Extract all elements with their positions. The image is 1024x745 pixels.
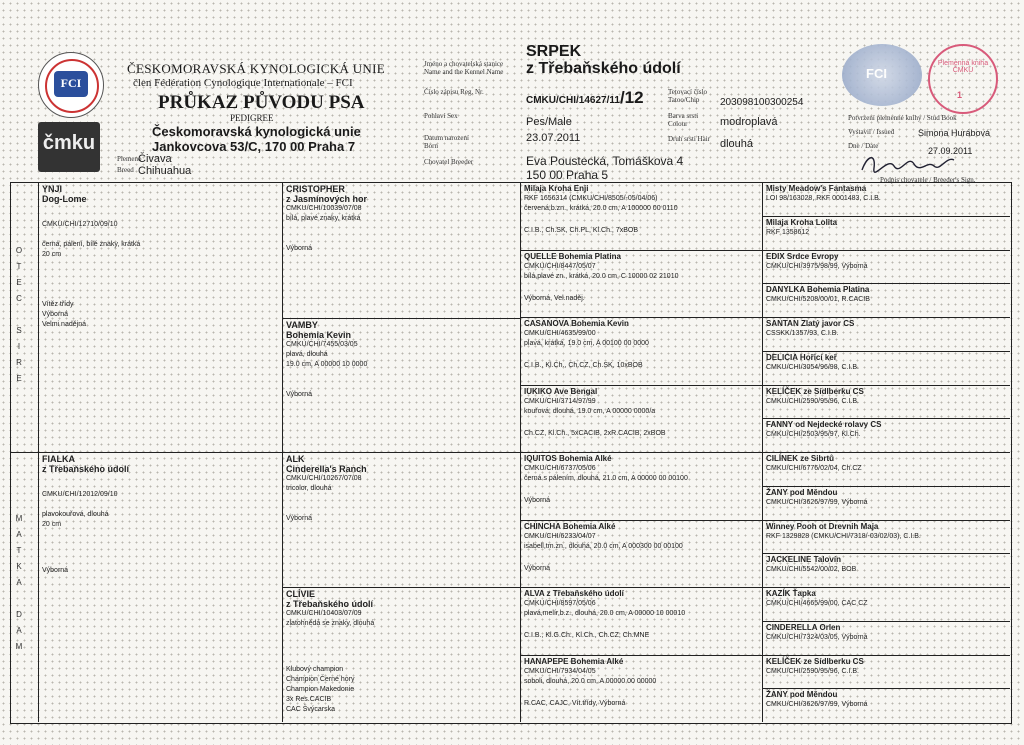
- ancestor-note: Výborná: [286, 245, 313, 252]
- gen3-divider: [520, 655, 762, 656]
- union-address-line1: Českomoravská kynologická unie: [152, 124, 361, 139]
- ancestor-titles: Výborná, Vel.naděj.: [524, 294, 585, 302]
- dog-name: SRPEK: [526, 43, 582, 60]
- ancestor-note: Výborná: [286, 391, 313, 398]
- gen4-divider: [762, 317, 1010, 318]
- ancestor-titles: Výborná: [524, 564, 551, 572]
- ancestor-kennel: Bohemia Kevin: [286, 330, 352, 340]
- ancestor-desc2: 19.0 cm, A 00000 10 0000: [286, 361, 368, 368]
- ancestor-reg: CMKU/CHI/7934/04/05: [524, 667, 596, 675]
- ancestor-name: HANAPEPE Bohemia Alké: [524, 656, 624, 666]
- ancestor-note: 3x Res.CACIB: [286, 696, 332, 703]
- gen4-divider: [762, 216, 1010, 217]
- breeder-signature: [858, 150, 958, 176]
- ancestor-reg: CMKU/CHI/6737/05/06: [524, 465, 596, 472]
- ancestor-name: YNJI: [42, 184, 63, 194]
- hologram: [842, 44, 922, 106]
- gen4-divider: [762, 486, 1010, 487]
- hologram-text: FCI: [866, 66, 887, 81]
- ancestor-name: CHINCHA Bohemia Alké: [524, 521, 616, 531]
- side-letter: K: [16, 562, 22, 571]
- side-letter: M: [15, 642, 23, 651]
- ancestor-desc: soboli, dlouhá, 20.0 cm, A 00000 00 00000: [524, 677, 657, 685]
- side-letter: R: [16, 358, 22, 367]
- gen2-ancestor: [286, 320, 516, 450]
- gen3-divider: [520, 452, 762, 453]
- side-letter: D: [16, 610, 22, 619]
- stud-book-stamp: [928, 44, 998, 114]
- ancestor-reg: CMKU/CHI/3714/97/99: [524, 397, 596, 405]
- ancestor-reg: CMKU/CHI/12710/09/10: [42, 221, 118, 228]
- union-address-line2: Jankovcova 53/C, 170 00 Praha 7: [152, 139, 356, 154]
- ancestor-note: Výborná: [42, 567, 69, 574]
- gen4-divider: [762, 452, 1010, 453]
- stamp-number: 1: [957, 90, 963, 100]
- gen3-ancestor: [524, 319, 760, 383]
- ancestor-name: ALVA z Třebaňského údolí: [524, 589, 624, 598]
- side-letter: T: [16, 546, 22, 555]
- label-breeder: Chovatel Breeder: [424, 158, 474, 166]
- ancestor-name: CINDERELLA Orlen: [766, 622, 841, 632]
- dog-sex: Pes/Male: [526, 116, 572, 128]
- stamp-text: Plemenná kniha ČMKU: [937, 60, 989, 74]
- gen3-divider: [520, 250, 762, 251]
- ancestor-note: Velmi nadějná: [42, 321, 86, 328]
- cmku-logo-text: čmku: [42, 132, 96, 154]
- gen3-divider: [520, 317, 762, 318]
- ancestor-note: Výborná: [286, 515, 313, 522]
- label-tattoo: Tetovací číslo Tatoo/Chip: [668, 88, 707, 104]
- label-name-kennel: Jméno a chovatelská stanice Name and the Kennel Name: [424, 60, 504, 76]
- ancestor-titles: C.I.B., Ch.SK, Ch.PL, Kl.Ch., 7xBOB: [524, 227, 638, 234]
- ancestor-desc: černá, pálení, bílé znaky, krátká: [42, 241, 141, 248]
- ancestor-name: KELÍČEK ze Sídlberku CS: [766, 386, 864, 396]
- gen4-ancestor: [766, 252, 1006, 283]
- gen4-divider: [762, 520, 1010, 521]
- gen4-ancestor: [766, 387, 1006, 418]
- ancestor-size: 20 cm: [42, 521, 62, 528]
- side-letter: M: [15, 514, 23, 523]
- ancestor-name: FANNY od Nejdecké rolavy CS: [766, 420, 882, 430]
- gen4-ancestor: [766, 285, 1006, 316]
- label-issued: Vystavil / Issued: [848, 128, 895, 136]
- ancestor-desc: plavokouřová, dlouhá: [42, 511, 109, 518]
- side-letter: E: [16, 374, 22, 383]
- ancestor-note: Klubový champion: [286, 666, 344, 673]
- gen4-ancestor: [766, 420, 1006, 451]
- ancestor-line: CMKU/CHI/7324/03/05, Výborná: [766, 633, 868, 641]
- side-letter: C: [16, 294, 22, 303]
- ancestor-line: CMKU/CHI/2503/95/97, Kl.Ch.: [766, 431, 861, 439]
- side-letter: A: [16, 626, 22, 635]
- union-title: ČESKOMORAVSKÁ KYNOLOGICKÁ UNIE: [127, 61, 385, 76]
- ancestor-note: Champion Černé hory: [286, 676, 355, 683]
- ancestor-kennel: z Třebaňského údolí: [42, 464, 130, 474]
- side-letter: A: [16, 530, 22, 539]
- ancestor-desc: zlatohnědá se znaky, dlouhá: [286, 620, 375, 627]
- breed-en: Chihuahua: [138, 165, 192, 177]
- ancestor-name: FIALKA: [42, 454, 75, 464]
- side-letter: I: [17, 342, 21, 351]
- ancestor-line: CMKU/CHI/3054/96/98, C.I.B.: [766, 363, 859, 371]
- gen4-divider: [762, 351, 1010, 352]
- document-subtitle: PEDIGREE: [230, 113, 274, 123]
- gen4-ancestor: [766, 488, 1006, 519]
- ancestor-desc: isabell,tm.zn., dlouhá, 20.0 cm, A 000300 00 00100: [524, 542, 683, 550]
- gen4-divider: [762, 688, 1010, 689]
- ancestor-note: Champion Makedonie: [286, 686, 355, 693]
- ancestor-reg: RKF 1656314 (CMKU/CHI/8505/-05/04/06): [524, 195, 658, 202]
- gen3-ancestor: [524, 184, 760, 248]
- ancestor-reg: CMKU/CHI/4635/99/00: [524, 330, 596, 337]
- ancestor-titles: R.CAC, CAJC, Vít.třídy, Výborná: [524, 699, 626, 707]
- gen2-ancestor: [286, 589, 516, 719]
- label-stud-book: Potvrzení plemenné knihy / Stud Book: [848, 114, 957, 122]
- gen4-divider: [762, 250, 1010, 251]
- ancestor-name: CILÍNEK ze Sibrtů: [766, 454, 835, 463]
- dog-kennel: z Třebaňského údolí: [526, 60, 681, 77]
- gen4-ancestor: [766, 184, 1006, 215]
- gen3-ancestor: [524, 387, 760, 451]
- ancestor-line: CMKU/CHI/3626/97/99, Výborná: [766, 498, 868, 506]
- ancestor-name: CASANOVA Bohemia Kevin: [524, 319, 629, 328]
- ancestor-name: VAMBY: [286, 320, 318, 330]
- ancestor-notes: [286, 390, 516, 400]
- issue-date: 27.09.2011: [928, 146, 973, 156]
- gen3-ancestor: [524, 657, 760, 721]
- side-letter: E: [16, 278, 22, 287]
- ancestor-titles: Výborná: [524, 497, 551, 504]
- ancestor-name: ALK: [286, 454, 305, 464]
- side-letter: T: [16, 262, 22, 271]
- gen4-ancestor: [766, 657, 1006, 688]
- union-subtitle: člen Fédération Cynologique Internationale – FCI: [133, 77, 353, 89]
- ancestor-name: Milaja Kroha Lolita: [766, 217, 838, 227]
- gen4-ancestor: [766, 218, 1006, 249]
- breed-label-en: Breed: [117, 166, 134, 174]
- ancestor-name: DELICIA Hořicí keř: [766, 352, 837, 362]
- ancestor-name: CLÍVIE: [286, 589, 316, 599]
- ancestor-line: CMKU/CHI/3626/97/99, Výborná: [766, 701, 868, 709]
- ancestor-name: EDIX Srdce Evropy: [766, 251, 839, 261]
- gen4-divider: [762, 655, 1010, 656]
- ancestor-line: CMKU/CHI/2590/95/96, C.I.B.: [766, 667, 859, 675]
- ancestor-desc: tricolor, dlouhá: [286, 485, 332, 492]
- ancestor-titles: C.I.B., Kl.Ch., Ch.CZ, Ch.SK, 10xBOB: [524, 362, 643, 369]
- label-colour: Barva srsti Colour: [668, 112, 699, 128]
- ancestor-notes: [286, 665, 516, 715]
- ancestor-kennel: z Třebaňského údolí: [286, 599, 374, 609]
- ancestor-reg: CMKU/CHI/7455/03/05: [286, 341, 358, 348]
- ancestor-titles: C.I.B., Kl.G.Ch., Kl.Ch., Ch.CZ, Ch.MNE: [524, 632, 650, 639]
- gen4-ancestor: [766, 589, 1006, 620]
- gen4-divider: [762, 283, 1010, 284]
- ancestor-name: ŽANY pod Měndou: [766, 487, 838, 497]
- breed-cz: Čivava: [138, 153, 172, 165]
- label-date: Dne / Date: [848, 142, 879, 150]
- gen3-divider: [520, 520, 762, 521]
- label-sex: Pohlaví Sex: [424, 112, 458, 120]
- gen3-ancestor: [524, 522, 760, 586]
- side-letter: O: [15, 246, 23, 255]
- gen4-ancestor: [766, 319, 1006, 350]
- ancestor-line: RKF 1358612: [766, 228, 810, 236]
- issued-by: Simona Hurábová: [918, 128, 991, 138]
- ancestor-kennel: Dog-Lome: [42, 194, 87, 204]
- ancestor-name: KELÍČEK ze Sídlberku CS: [766, 656, 864, 666]
- dog-reg-number: CMKU/CHI/14627/11: [526, 95, 620, 106]
- gen1-ancestor: [42, 454, 278, 718]
- gen3-divider: [520, 587, 762, 588]
- gen3-ancestor: [524, 454, 760, 518]
- ancestor-name: JACKELINE Talovín: [766, 555, 841, 565]
- gen4-ancestor: [766, 690, 1006, 721]
- ancestor-name: ŽANY pod Měndou: [766, 690, 838, 700]
- dog-breeder-line2: 150 00 Praha 5: [526, 168, 609, 182]
- ancestor-desc: bílá, plavé znaky, krátká: [286, 215, 361, 222]
- ancestor-desc: plavá, krátká, 19.0 cm, A 00100 00 0000: [524, 340, 649, 347]
- ancestor-line: CSSKK/1357/93, C.I.B.: [766, 330, 839, 337]
- ancestor-desc: plavá, dlouhá: [286, 351, 328, 358]
- ancestor-line: CMKU/CHI/5542/00/02, BOB: [766, 566, 857, 574]
- ancestor-reg: CMKU/CHI/8447/05/07: [524, 262, 596, 270]
- gen3-divider: [520, 385, 762, 386]
- ancestor-desc: kouřová, dlouhá, 19.0 cm, A 00000 0000/a: [524, 407, 656, 415]
- document-title: PRŮKAZ PŮVODU PSA: [158, 92, 365, 113]
- ancestor-name: Milaja Kroha Enji: [524, 184, 589, 193]
- side-letter: A: [16, 578, 22, 587]
- dog-reg: [526, 88, 644, 108]
- gen4-ancestor: [766, 454, 1006, 485]
- gen4-divider: [762, 621, 1010, 622]
- ancestor-desc: plavá,melír,b.z., dlouhá, 20.0 cm, A 00000 10 00010: [524, 610, 686, 617]
- ancestor-reg: CMKU/CHI/10403/07/09: [286, 610, 362, 617]
- ancestor-notes: [42, 566, 278, 576]
- dog-born: 23.07.2011: [526, 132, 581, 144]
- label-signature: Podpis chovatele / Breeder's Sign.: [880, 176, 976, 184]
- ancestor-reg: CMKU/CHI/6233/04/07: [524, 532, 596, 540]
- ancestor-note: Vítěz třídy: [42, 301, 74, 308]
- ancestor-name: Misty Meadow's Fantasma: [766, 184, 867, 193]
- ancestor-line: LOI 98/163028, RKF 0001483, C.I.B.: [766, 195, 881, 202]
- label-born: Datum narození Born: [424, 134, 469, 150]
- ancestor-reg: CMKU/CHI/10267/07/08: [286, 475, 362, 482]
- gen4-divider: [762, 418, 1010, 419]
- ancestor-kennel: z Jasmínových hor: [286, 194, 368, 204]
- ancestor-line: CMKU/CHI/5208/00/01, R.CACIB: [766, 296, 870, 304]
- side-letter: S: [16, 326, 22, 335]
- gen2-ancestor: [286, 454, 516, 584]
- ancestor-name: SANTAN Zlatý javor CS: [766, 319, 855, 328]
- ancestor-name: QUELLE Bohemia Platina: [524, 251, 621, 261]
- ancestor-name: Winney Pooh ot Drevnih Maja: [766, 521, 879, 531]
- dog-reg-suffix: /12: [619, 88, 644, 107]
- ancestor-reg: CMKU/CHI/12012/09/10: [42, 491, 118, 498]
- ancestor-line: CMKU/CHI/2590/95/96, C.I.B.: [766, 397, 859, 405]
- ancestor-reg: CMKU/CHI/8597/05/06: [524, 600, 596, 607]
- gen3-ancestor: [524, 589, 760, 653]
- ancestor-notes: [42, 300, 278, 330]
- gen4-ancestor: [766, 353, 1006, 384]
- ancestor-note: CAC Švýcarska: [286, 706, 336, 713]
- gen4-ancestor: [766, 522, 1006, 553]
- dog-colour: modroplavá: [720, 116, 778, 128]
- breed-label-cz: Plemeno: [117, 155, 142, 163]
- ancestor-note: Výborná: [42, 311, 69, 318]
- ancestor-name: CRISTOPHER: [286, 184, 345, 194]
- ancestor-notes: [286, 514, 516, 524]
- gen4-ancestor: [766, 623, 1006, 654]
- gen4-divider: [762, 385, 1010, 386]
- gen4-ancestor: [766, 555, 1006, 586]
- ancestor-name: KAZÍK Ťapka: [766, 589, 816, 598]
- ancestor-line: CMKU/CHI/4665/99/00, CAC CZ: [766, 600, 868, 607]
- ancestor-line: RKF 1329828 (CMKU/CHI/7318/-03/02/03), C.I.B.: [766, 532, 921, 540]
- ancestor-line: CMKU/CHI/6776/02/04, Ch.CZ: [766, 465, 862, 472]
- ancestor-titles: Ch.CZ, Kl.Ch., 5xCACIB, 2xR.CACIB, 2xBOB: [524, 429, 666, 437]
- gen3-ancestor: [524, 252, 760, 316]
- ancestor-desc: červená,b.zn., krátká, 20.0 cm, A 100000 00 0110: [524, 205, 678, 212]
- ancestor-notes: [286, 244, 516, 254]
- dog-hair: dlouhá: [720, 138, 754, 150]
- fci-logo: [38, 52, 104, 118]
- gen4-divider: [762, 553, 1010, 554]
- ancestor-size: 20 cm: [42, 251, 62, 258]
- ancestor-name: IQUITOS Bohemia Alké: [524, 454, 612, 463]
- label-reg: Číslo zápisu Reg. Nr.: [424, 88, 484, 96]
- ancestor-desc: bílá,plavé zn., krátká, 20.0 cm, C 10000 02 21010: [524, 272, 679, 280]
- gen2-ancestor: [286, 184, 516, 314]
- ancestor-line: CMKU/CHI/3975/98/99, Výborná: [766, 262, 868, 270]
- ancestor-name: IUKIKO Ave Bengal: [524, 386, 598, 396]
- dog-chip: 203098100300254: [720, 97, 804, 108]
- ancestor-name: DANYLKA Bohemia Platina: [766, 285, 870, 295]
- ancestor-reg: CMKU/CHI/10039/07/08: [286, 205, 362, 212]
- label-hair: Druh srsti Hair: [668, 135, 710, 143]
- dog-breeder-line1: Eva Poustecká, Tomáškova 4: [526, 154, 684, 168]
- ancestor-desc: černá s pálením, dlouhá, 21.0 cm, A 00000 00 00100: [524, 475, 688, 482]
- ancestor-kennel: Cinderella's Ranch: [286, 464, 367, 474]
- fci-logo-text: FCI: [60, 76, 82, 90]
- cmku-logo: [38, 122, 100, 172]
- gen1-ancestor: [42, 184, 278, 448]
- gen4-divider: [762, 587, 1010, 588]
